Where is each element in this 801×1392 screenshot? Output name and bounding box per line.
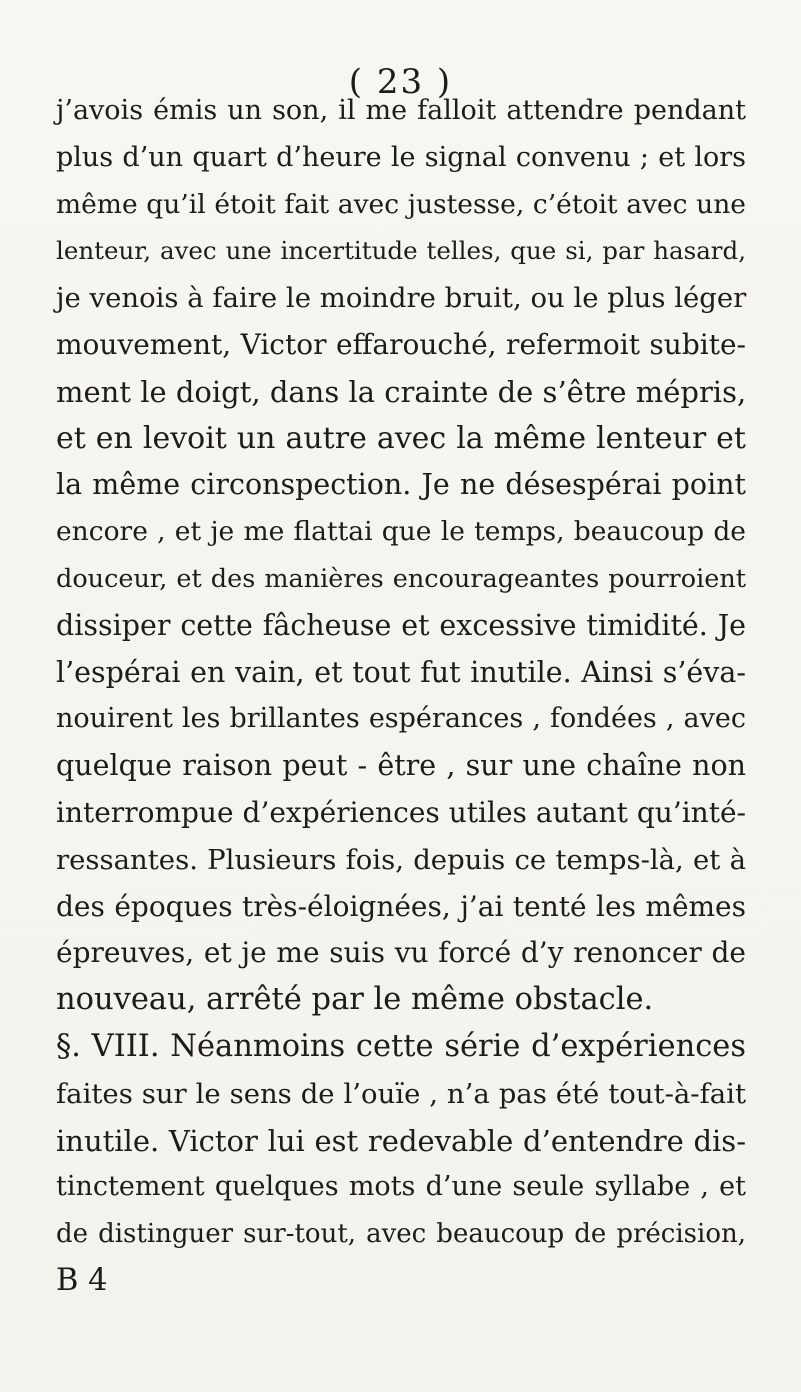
text-line: ressantes. Plusieurs fois, depuis ce temps-là, et à <box>56 843 746 876</box>
text-line: ment le doigt, dans la crainte de s’être mépris, <box>56 374 747 409</box>
text-line: des époques très-éloignées, j’ai tenté les mêmes <box>56 889 746 923</box>
text-line: nouveau, arrêté par le même obstacle. <box>56 982 654 1018</box>
text-line: inutile. Victor lui est redevable d’entendre dis- <box>56 1123 746 1158</box>
text-line: interrompue d’expériences utiles autant qu’inté- <box>56 795 746 829</box>
text-line: mouvement, Victor effarouché, refermoit subite- <box>56 327 746 361</box>
signature-mark: B 4 <box>56 1262 108 1298</box>
text-line: encore , et je me flattai que le temps, beaucoup de <box>56 516 746 548</box>
text-line: tinctement quelques mots d’une seule syllabe , et <box>56 1171 746 1203</box>
body-text <box>56 88 746 1305</box>
text-line: nouirent les brillantes espérances , fondées , avec <box>56 703 746 735</box>
page-number: ( 23 ) <box>348 62 453 102</box>
text-line: dissiper cette fâcheuse et excessive timidité. Je <box>56 608 746 642</box>
section-heading-line: §. VIII. Néanmoins cette série d’expériences <box>56 1028 746 1064</box>
text-line: plus d’un quart d’heure le signal convenu ; et lors <box>56 141 746 173</box>
text-line: l’espérai en vain, et tout fut inutile. Ainsi s’éva- <box>56 655 746 689</box>
text-line: quelque raison peut - être , sur une chaîne non <box>56 749 746 783</box>
text-line: et en levoit un autre avec la même lenteur et <box>56 420 746 456</box>
text-line: épreuves, et je me suis vu forcé d’y renoncer de <box>56 936 746 970</box>
text-line: douceur, et des manières encourageantes pourroient <box>56 563 746 594</box>
text-line: même qu’il étoit fait avec justesse, c’étoit avec une <box>56 188 746 220</box>
text-line: la même circonspection. Je ne désespérai point <box>56 468 746 502</box>
text-line: j’avois émis un son, il me falloit attendre pendant <box>56 95 746 126</box>
text-line: lenteur, avec une incertitude telles, que si, par hasard, <box>56 236 746 266</box>
text-line: je venois à faire le moindre bruit, ou le plus léger <box>56 282 747 315</box>
text-line: faites sur le sens de l’ouïe , n’a pas été tout-à-fait <box>56 1077 746 1110</box>
text-line: de distinguer sur-tout, avec beaucoup de précision, <box>56 1219 746 1250</box>
